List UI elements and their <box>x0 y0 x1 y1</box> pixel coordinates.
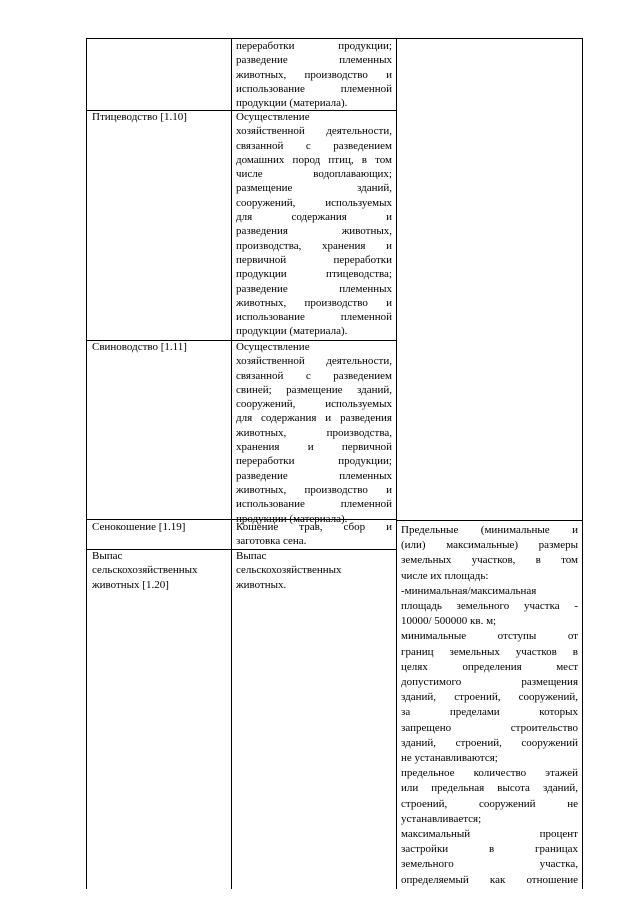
parameters-line: зданий, строений, сооружений <box>401 736 578 749</box>
parameters-line: строений, сооружений не <box>401 797 578 810</box>
parameters-line: целях определения мест <box>401 660 578 673</box>
parameters-line: земельных участков, в том <box>401 554 578 567</box>
row-3-name: Сенокошение [1.19] <box>92 521 186 533</box>
row-3-description-cell <box>231 520 397 550</box>
row-2-name: Свиноводство [1.11] <box>92 341 187 353</box>
row-1-name: Птицеводство [1.10] <box>92 111 187 123</box>
row-1-desc-line: использование племенной <box>236 311 392 324</box>
row-4-name: Выпас <box>92 550 123 562</box>
row-4-description-cell <box>231 549 397 889</box>
row-4-desc-line: Выпас <box>236 550 267 562</box>
parameters-cell <box>396 520 583 889</box>
parameters-line: устанавливается; <box>401 812 482 825</box>
row-1-desc-line: продукции птицеводства; <box>236 268 392 281</box>
row-0-desc-line: продукции (материала). <box>236 97 348 110</box>
row-1-desc-line: первичной переработки <box>236 253 392 266</box>
row-3-name-cell <box>86 520 232 550</box>
parameters-line: максимальный процент <box>401 828 578 841</box>
row-3-desc-line: заготовка сена. <box>236 535 307 548</box>
row-1-desc-line: Осуществление <box>236 111 310 123</box>
row-4-desc-line: животных. <box>236 578 287 591</box>
row-1-desc-line: производства, хранения и <box>236 239 392 252</box>
row-0-desc-line: переработки продукции; <box>236 40 392 52</box>
parameters-line: не устанавливаются; <box>401 752 498 765</box>
parameters-line: -минимальная/максимальная <box>401 584 537 597</box>
row-1-desc-line: для содержания и <box>236 211 392 224</box>
row-4-name-cell <box>86 549 232 889</box>
row-2-description-cell <box>231 340 397 525</box>
row-3-desc-line: Кошение трав, сбор и <box>236 521 392 533</box>
row-1-desc-line: животных, производство и <box>236 296 392 309</box>
row-2-desc-line: Осуществление <box>236 341 310 353</box>
row-1-desc-line: домашних пород птиц, в том <box>236 153 392 166</box>
row-2-desc-line: продукции (материала). <box>236 512 348 525</box>
parameters-line: предельное количество этажей <box>401 767 578 780</box>
parameters-line: определяемый как отношение <box>401 873 578 886</box>
parameters-line: застройки в границах <box>401 843 578 856</box>
parameters-line: зданий, строений, сооружений, <box>401 691 578 704</box>
row-2-desc-line: свиней; размещение зданий, <box>236 383 392 396</box>
parameters-line: допустимого размещения <box>401 676 578 689</box>
row-2-desc-line: разведение племенных <box>236 469 392 482</box>
row-0-desc-line: животных, производство и <box>236 68 392 81</box>
row-2-desc-line: переработки продукции; <box>236 455 392 468</box>
row-1-desc-line: разведения животных, <box>236 225 392 238</box>
row-0-desc-line: использование племенной <box>236 82 392 95</box>
parameters-line: земельного участка, <box>401 858 578 871</box>
parameters-line: или предельная высота зданий, <box>401 782 578 795</box>
row-0-description-cell <box>231 38 397 111</box>
row-1-name-cell <box>86 110 232 341</box>
parameters-line: 10000/ 500000 кв. м; <box>401 615 497 628</box>
row-2-desc-line: для содержания и разведения <box>236 412 392 425</box>
parameters-line: Предельные (минимальные и <box>401 524 578 536</box>
row-0-name-cell <box>86 38 232 111</box>
row-2-desc-line: животных, производство и <box>236 483 392 496</box>
parameters-line: площадь земельного участка - <box>401 600 578 613</box>
row-2-desc-line: сооружений, используемых <box>236 398 392 411</box>
row-2-desc-line: хозяйственной деятельности, <box>236 355 392 368</box>
row-2-desc-line: связанной с разведением <box>236 369 392 382</box>
row-1-desc-line: связанной с разведением <box>236 139 392 152</box>
row-1-desc-line: сооружений, используемых <box>236 196 392 209</box>
row-4-name: животных [1.20] <box>92 578 169 591</box>
parameters-line: числе их площадь: <box>401 569 489 582</box>
row-1-desc-line: продукции (материала). <box>236 325 348 338</box>
row-4-desc-line: сельскохозяйственных <box>236 564 342 577</box>
row-1-desc-line: размещение зданий, <box>236 182 392 195</box>
row-2-desc-line: хранения и первичной <box>236 441 392 454</box>
row-1-desc-line: хозяйственной деятельности, <box>236 125 392 138</box>
row-1-desc-line: числе водоплавающих; <box>236 168 392 181</box>
parameters-line: минимальные отступы от <box>401 630 578 643</box>
parameters-line: запрещено строительство <box>401 721 578 734</box>
row-1-desc-line: разведение племенных <box>236 282 392 295</box>
parameters-cell-empty <box>396 38 583 521</box>
row-1-description-cell <box>231 110 397 341</box>
parameters-line: границ земельных участков в <box>401 645 578 658</box>
row-4-name: сельскохозяйственных <box>92 564 198 577</box>
row-2-desc-line: использование племенной <box>236 498 392 511</box>
row-2-desc-line: животных, производства, <box>236 426 392 439</box>
parameters-line: (или) максимальные) размеры <box>401 539 578 552</box>
row-0-desc-line: разведение племенных <box>236 54 392 67</box>
parameters-line: за пределами которых <box>401 706 578 719</box>
row-2-name-cell <box>86 340 232 520</box>
